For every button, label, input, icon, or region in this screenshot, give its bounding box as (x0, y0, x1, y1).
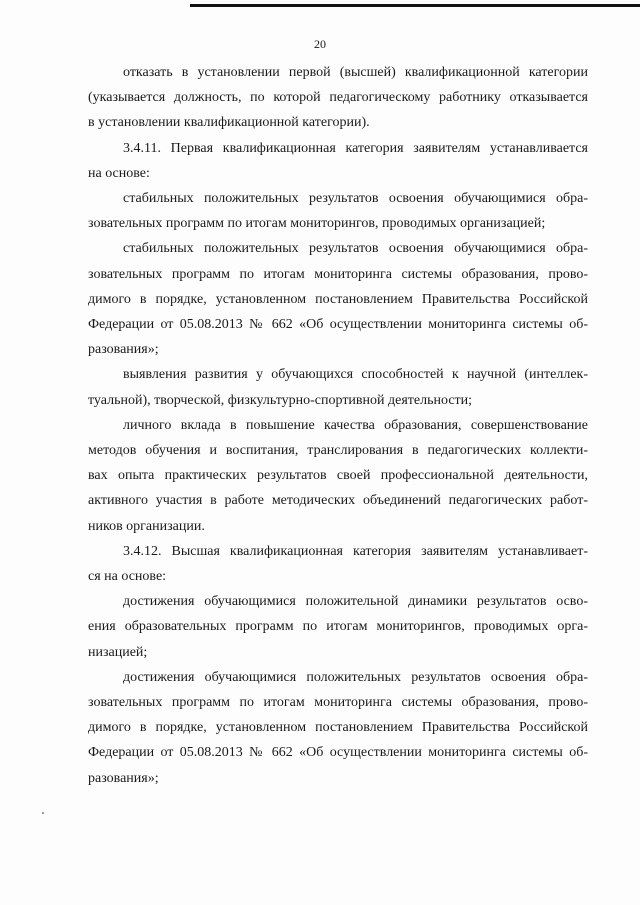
text-line: стабильных положительных результатов освоения обучающимися обра- (123, 191, 588, 207)
text-line: выявления развития у обучающихся способностей к научной (интеллек- (123, 367, 588, 383)
text-line: 3.4.11. Первая квалификационная категория заявителям устанавливается (123, 140, 588, 156)
scan-speck (42, 812, 44, 814)
text-line: личного вклада в повышение качества образования, совершенствование (123, 417, 588, 433)
text-line: достижения обучающимися положительной динамики результатов осво- (123, 594, 588, 610)
text-line: димого в порядке, установленном постановлением Правительства Российской (88, 720, 588, 736)
text-line: отказать в установлении первой (высшей) квалификационной категории (123, 65, 588, 80)
paragraph (88, 136, 588, 186)
text-line: туальной), творческой, физкультурно-спортивной деятельности; (88, 392, 473, 408)
text-line: зовательных программ по итогам мониторинга системы образования, прово- (88, 695, 588, 711)
text-line: (указывается должность, по которой педагогическому работнику отказывается (88, 90, 588, 106)
text-line: зовательных программ по итогам мониторинга системы образования, прово- (88, 266, 588, 282)
text-line: методов обучения и воспитания, транслирования в педагогических коллекти- (88, 443, 588, 459)
text-line: разования»; (88, 770, 159, 786)
text-line: Федерации от 05.08.2013 № 662 «Об осуществлении мониторинга системы об- (88, 745, 588, 761)
text-line: низацией; (88, 644, 148, 660)
text-line: зовательных программ по итогам мониторингов, проводимых организацией; (88, 216, 546, 232)
text-line: ся на основе: (88, 569, 167, 585)
text-line: ения образовательных программ по итогам мониторингов, проводимых орга- (88, 619, 588, 635)
paragraph (88, 539, 588, 589)
text-line: Федерации от 05.08.2013 № 662 «Об осуществлении мониторинга системы об- (88, 317, 588, 333)
text-line: активного участия в работе методических объединений педагогических работ- (88, 493, 588, 509)
text-line: вах опыта практических результатов своей профессиональной деятельности, (88, 468, 588, 484)
paragraph (88, 60, 588, 136)
scan-edge-line (190, 4, 640, 7)
paragraph (88, 413, 588, 539)
paragraph (88, 362, 588, 412)
text-line: на основе: (88, 165, 150, 181)
page-number: 20 (314, 37, 326, 51)
text-line: 3.4.12. Высшая квалификационная категория заявителям устанавливает- (123, 543, 588, 559)
text-line: достижения обучающимися положительных результатов освоения обра- (123, 669, 588, 685)
text-line: ников организации. (88, 518, 205, 534)
text-line: в установлении квалификационной категории). (88, 115, 370, 131)
paragraph (88, 186, 588, 236)
text-line: разования»; (88, 342, 159, 358)
paragraph (88, 236, 588, 362)
text-line: димого в порядке, установленном постановлением Правительства Российской (88, 291, 588, 307)
paragraph (88, 665, 588, 791)
text-line: стабильных положительных результатов освоения обучающимися обра- (123, 241, 588, 257)
paragraph (88, 589, 588, 665)
document-body (88, 60, 588, 791)
